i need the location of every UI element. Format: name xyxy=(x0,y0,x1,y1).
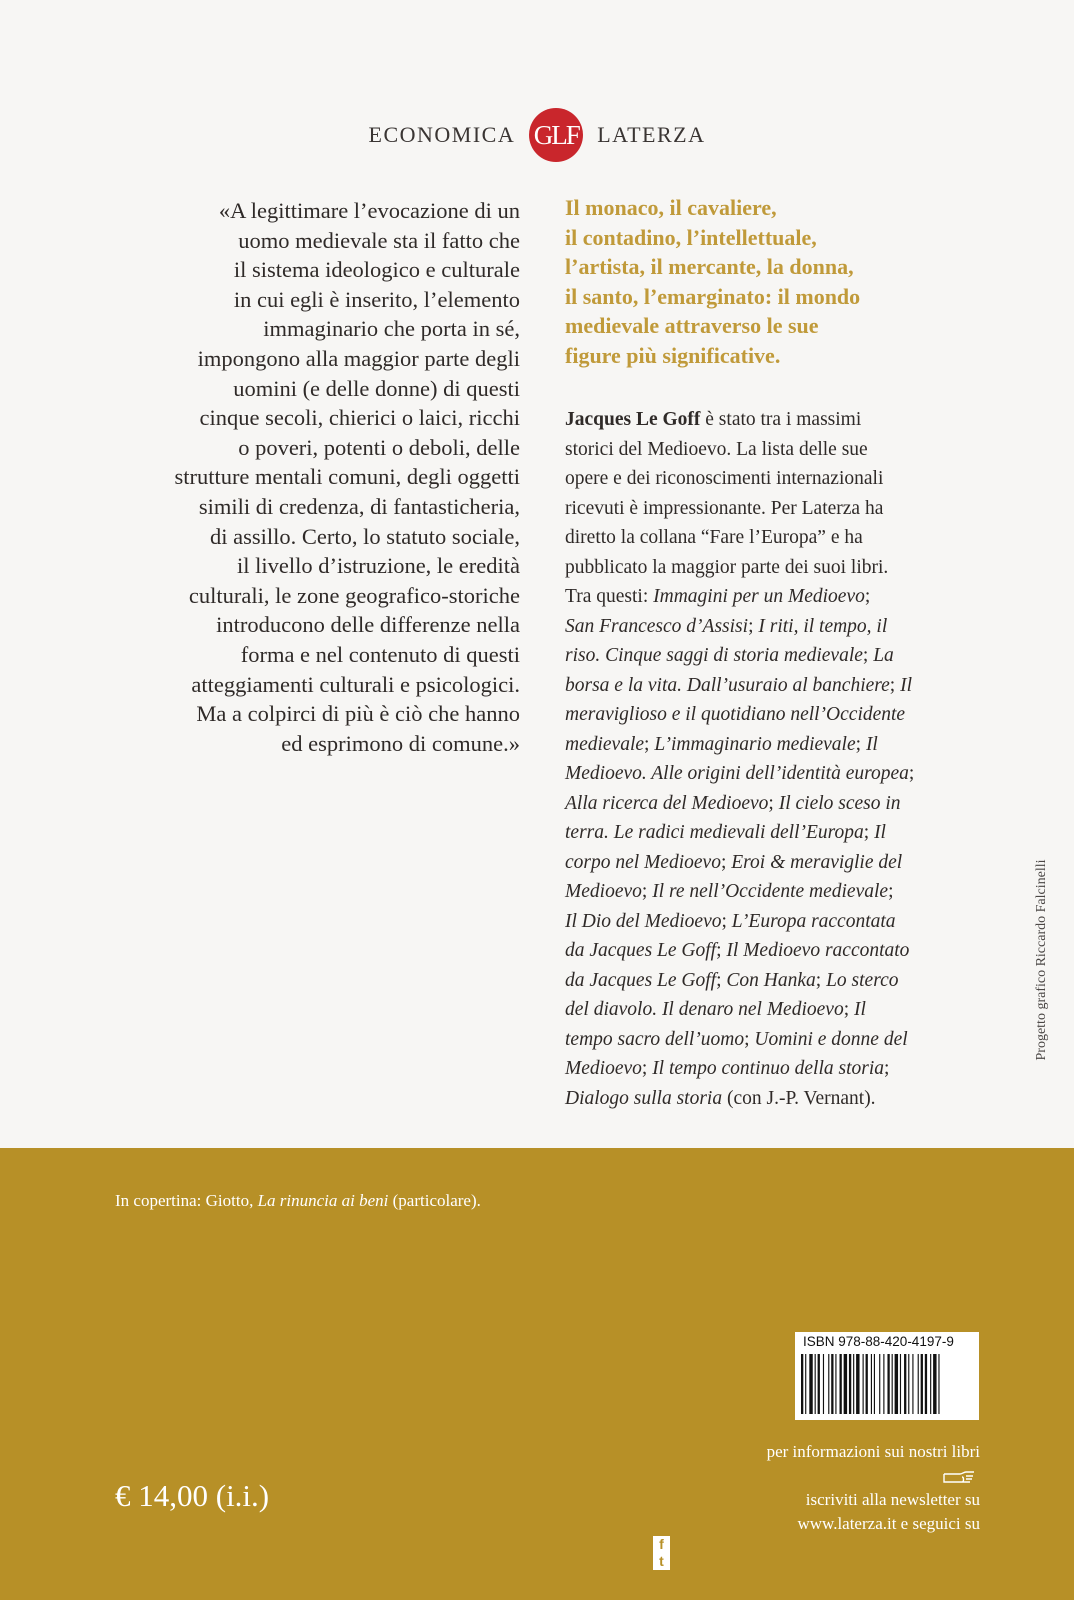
info-line: iscriviti alla newsletter su xyxy=(650,1464,980,1512)
publisher-logo: GLF xyxy=(529,108,583,162)
book-title: da Jacques Le Goff xyxy=(565,940,717,961)
quote-line: di assillo. Certo, lo statuto sociale, xyxy=(210,523,520,549)
barcode-bar xyxy=(840,1354,842,1414)
book-title: borsa e la vita. Dall’usuraio al banchiere xyxy=(565,674,890,696)
book-title: del diavolo. Il denaro nel Medioevo xyxy=(565,999,844,1020)
isbn-barcode-box xyxy=(795,1332,979,1420)
barcode-bar xyxy=(866,1354,868,1414)
quote-line: o poveri, potenti o deboli, delle xyxy=(238,434,520,460)
twitter-icon[interactable]: t xyxy=(653,1553,670,1570)
bio-line: terra. Le radici medievali dell’Europa; Il xyxy=(565,822,886,843)
book-title: Il xyxy=(854,999,866,1020)
bio-line: Alla ricerca del Medioevo; Il cielo sceso in xyxy=(565,792,901,814)
publisher-brand xyxy=(0,108,1074,162)
barcode-bar xyxy=(801,1354,803,1414)
barcode-bar xyxy=(933,1354,936,1414)
barcode-bar xyxy=(853,1354,854,1414)
book-title: da Jacques Le Goff xyxy=(565,969,717,991)
tagline-line: il santo, l’emarginato: il mondo xyxy=(565,283,861,309)
design-credit: Progetto grafico Riccardo Falcinelli xyxy=(1034,859,1049,1061)
tagline-line: l’artista, il mercante, la donna, xyxy=(565,254,854,280)
barcode-bar xyxy=(871,1354,872,1414)
barcode-bar xyxy=(918,1354,919,1414)
book-title: riso. Cinque saggi di storia medievale xyxy=(565,645,863,666)
barcode-bar xyxy=(908,1354,909,1414)
price-label: € 14,00 (i.i.) xyxy=(115,1478,270,1513)
book-title: terra. Le radici medievali dell’Europa xyxy=(565,822,864,843)
book-title: I riti, il tempo, il xyxy=(758,615,888,637)
book-title: Il re nell’Occidente medievale xyxy=(652,881,889,902)
bio-line: borsa e la vita. Dall’usuraio al banchiere; Il xyxy=(565,674,913,696)
book-title: Medioevo xyxy=(565,881,642,902)
barcode-bar xyxy=(900,1354,901,1414)
book-title: Il Dio del Medioevo xyxy=(565,910,722,932)
book-title: Il xyxy=(865,733,878,755)
barcode-bar xyxy=(828,1354,829,1414)
barcode-bar xyxy=(874,1354,875,1414)
bio-line xyxy=(565,700,985,730)
book-title: Immagini per un Medioevo xyxy=(653,586,865,607)
quote-line: simili di credenza, di fantasticheria, xyxy=(198,493,520,519)
brand-laterza: LATERZA xyxy=(597,122,706,147)
barcode-bar xyxy=(863,1354,864,1414)
info-line xyxy=(650,1512,980,1570)
bio-line: ricevuti è impressionante. Per Laterza ha xyxy=(565,497,884,519)
bio-line: riso. Cinque saggi di storia medievale; La xyxy=(565,645,894,666)
tagline-line: il contadino, l’intellettuale, xyxy=(565,224,817,250)
book-title: Con Hanka xyxy=(726,969,816,991)
barcode-bar xyxy=(805,1354,806,1414)
barcode-bar xyxy=(887,1354,889,1414)
quote-line: il sistema ideologico e culturale xyxy=(233,257,520,283)
cover-caption: In copertina: Giotto, La rinuncia ai beni (particolare). xyxy=(115,1191,481,1210)
quote-line: il livello d’istruzione, le eredità xyxy=(236,553,520,579)
barcode-bar xyxy=(892,1354,893,1414)
quote-line: Ma a colpirci di più è ciò che hanno xyxy=(196,701,520,727)
quote-line: uomini (e delle donne) di questi xyxy=(233,375,520,401)
book-title: Il cielo sceso in xyxy=(778,792,901,814)
bio-line: medievale; L’immaginario medievale; Il xyxy=(565,733,878,755)
tagline-line: figure più significative. xyxy=(565,342,781,368)
bio-line: Jacques Le Goff è stato tra i massimi xyxy=(565,409,862,430)
barcode-bar xyxy=(883,1354,884,1414)
book-title: La xyxy=(873,645,894,666)
quote-line: forma e nel contenuto di questi xyxy=(240,641,520,667)
book-title: L’Europa raccontata xyxy=(731,910,896,932)
quote-line: «A legittimare l’evocazione di un xyxy=(218,198,520,223)
barcode-bar xyxy=(856,1354,859,1414)
quote-line: ed esprimono di comune.» xyxy=(281,730,520,756)
book-title: Il xyxy=(874,822,886,843)
barcode-bar xyxy=(823,1354,824,1414)
barcode-bar xyxy=(925,1354,927,1414)
barcode-bar xyxy=(921,1354,923,1414)
barcode-bar xyxy=(879,1354,880,1414)
bio-line: Dialogo sulla storia (con J.-P. Vernant). xyxy=(565,1087,876,1109)
quote-line: cinque secoli, chierici o laici, ricchi xyxy=(199,405,520,431)
barcode-bar xyxy=(895,1354,898,1414)
barcode-bar xyxy=(844,1354,847,1414)
bio-line: del diavolo. Il denaro nel Medioevo; Il xyxy=(565,999,866,1020)
book-title: Medioevo. Alle origini dell’identità europea xyxy=(565,763,909,784)
bio-line: Medioevo; Il re nell’Occidente medievale; xyxy=(565,881,894,902)
website-link[interactable]: www.laterza.it e seguici su xyxy=(797,1514,980,1533)
bio-line: Medioevo; Il tempo continuo della storia; xyxy=(565,1058,890,1079)
book-title: Eroi & meraviglie del xyxy=(731,851,903,873)
bio-line: Tra questi: Immagini per un Medioevo; xyxy=(565,586,871,607)
tagline xyxy=(565,193,965,371)
bio-line: tempo sacro dell’uomo; Uomini e donne del xyxy=(565,1028,908,1050)
book-title: Il tempo continuo della storia xyxy=(652,1058,884,1079)
barcode-icon xyxy=(801,1354,973,1414)
excerpt-quote xyxy=(100,196,520,758)
barcode-bar xyxy=(912,1354,913,1414)
barcode-bar xyxy=(809,1354,812,1414)
info-line: per informazioni sui nostri libri xyxy=(766,1442,980,1461)
quote-line: impongono alla maggior parte degli xyxy=(197,345,520,371)
book-title: medievale xyxy=(565,733,645,755)
bio-line: Medioevo. Alle origini dell’identità europea; xyxy=(565,763,915,784)
barcode-bar xyxy=(849,1354,851,1414)
author-name: Jacques Le Goff xyxy=(565,409,701,430)
book-title: Alla ricerca del Medioevo xyxy=(565,792,769,814)
book-title: Il xyxy=(900,674,913,696)
bio-line: da Jacques Le Goff; Il Medioevo raccontato xyxy=(565,940,910,961)
barcode-bar xyxy=(815,1354,816,1414)
barcode-bar xyxy=(818,1354,820,1414)
book-title: tempo sacro dell’uomo xyxy=(565,1028,745,1050)
barcode-bar xyxy=(831,1354,833,1414)
artwork-title: La rinuncia ai beni xyxy=(257,1191,389,1210)
bio-line: San Francesco d’Assisi; I riti, il tempo, il xyxy=(565,615,888,637)
book-title: corpo nel Medioevo xyxy=(565,851,721,873)
bio-line: da Jacques Le Goff; Con Hanka; Lo sterco xyxy=(565,969,899,991)
bio-line: diretto la collana “Fare l’Europa” e ha xyxy=(565,527,863,548)
barcode-bar xyxy=(904,1354,906,1414)
quote-line: immaginario che porta in sé, xyxy=(263,316,520,342)
pointing-hand-icon xyxy=(942,1468,976,1484)
author-bio xyxy=(565,405,985,1113)
quote-line: culturali, le zone geografico-storiche xyxy=(188,582,520,608)
book-title: Uomini e donne del xyxy=(754,1028,908,1050)
bio-line: pubblicato la maggior parte dei suoi libri. xyxy=(565,556,889,578)
book-title: meraviglioso e il quotidiano nell’Occidente xyxy=(565,704,906,725)
brand-economica: ECONOMICA xyxy=(368,122,516,147)
facebook-icon[interactable]: f xyxy=(653,1536,670,1553)
book-title: San Francesco d’Assisi xyxy=(565,615,749,637)
bio-line: opere e dei riconoscimenti internazionali xyxy=(565,468,884,489)
quote-line: uomo medievale sta il fatto che xyxy=(238,227,520,253)
bio-line: storici del Medioevo. La lista delle sue xyxy=(565,438,868,460)
bio-line: corpo nel Medioevo; Eroi & meraviglie del xyxy=(565,851,903,873)
book-title: Medioevo xyxy=(565,1058,642,1079)
quote-line: in cui egli è inserito, l’elemento xyxy=(233,286,520,312)
bio-line: Il Dio del Medioevo; L’Europa raccontata xyxy=(565,910,896,932)
quote-line: strutture mentali comuni, degli oggetti xyxy=(174,464,520,490)
isbn-number: ISBN 978-88-420-4197-9 xyxy=(803,1334,954,1349)
book-title: L’immaginario medievale xyxy=(654,733,856,755)
barcode-bar xyxy=(930,1354,931,1414)
barcode-bar xyxy=(938,1354,939,1414)
book-title: Dialogo sulla storia xyxy=(565,1087,723,1109)
tagline-line: medievale attraverso le sue xyxy=(565,313,819,339)
book-title: Lo sterco xyxy=(826,969,899,991)
book-title: Il Medioevo raccontato xyxy=(726,940,910,961)
barcode-bar xyxy=(835,1354,836,1414)
tagline-line: Il monaco, il cavaliere, xyxy=(565,195,777,220)
quote-line: introducono delle differenze nella xyxy=(216,612,520,638)
quote-line: atteggiamenti culturali e psicologici. xyxy=(191,671,520,697)
newsletter-info xyxy=(650,1440,980,1570)
